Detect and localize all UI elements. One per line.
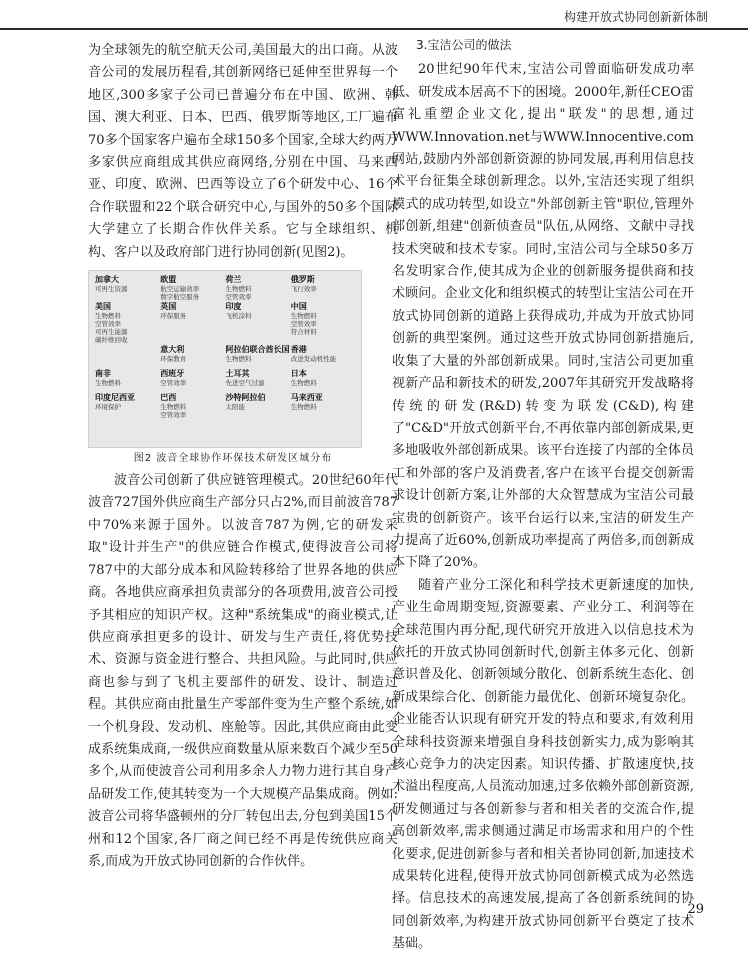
region-description: 空管效率 [95,320,121,329]
region-description: 空管效率 [160,411,187,420]
region-description: 生物燃料 [290,379,317,388]
region-description: 生物燃料 [95,379,121,388]
left-paragraph-2: 波音公司创新了供应链管理模式。20世纪60年代波音727国外供应商生产部分只占2%,而目前波音787中70%来源于国外。以波音787为例,它的研发采取"设计并生产"的供应链合作模式,使得波音公司将787中的大部分成本和风险转移给了世界各地的供应商。各地供应商承担负责部分的各项费用,波音公司授予其相应的知识产权。这种"系统集成"的商业模式,让供应商承担更多的设计、研发与生产责任,将优势技术、资源与资金进行整合、共担风险。与此同时,供应商也参与到了飞机主要部件的研发、设计、制造过程。其供应商由批量生产零部件变为生产整个系统,如一个机身段、发动机、座舱等。因此,其供应商由此变成系统集成商,一级供应商数量从原来数百个减少至50多个,从而使波音公司利用多余人力物力进行其自身产品研发工作,使其转变为一个大规模产品集成商。例如:波音公司将华盛顿州的分厂转包出去,分包到美国15个州和12个国家,各厂商之间已经不再是传统供应商关系,而成为开放式协同创新的合作伙伴。 [88,473,398,869]
region-description: 生物燃料 [95,312,121,321]
region-description: 先进空气过滤 [225,379,265,388]
region-name: 荷兰 [225,275,242,285]
running-header [0,0,748,30]
region-name: 日本 [290,369,307,379]
region-name: 加拿大 [95,275,119,285]
region-description: 改进发动机性能 [290,355,337,364]
right-paragraph-1: 20世纪90年代末,宝洁公司曾面临研发成功率低、研发成本居高不下的困境。2000年,新任CEO雷富礼重塑企业文化,提出"联发"的思想,通过WWW.Innovation.net与WWW.Innocentive.com网站,鼓励内外部创新资源的协同发展,再利用信息技术平台征集全球创新理念。以外,宝洁还实现了组织模式的成功转型,如设立"外部创新主管"职位,管理外部创新,组建"创新侦查员"队伍,从网络、文献中寻找技术突破和技术专家。同时,宝洁公司与全球50多万名发明家合作,使其成为企业的创新服务提供商和技术顾问。企业文化和组织模式的转型让宝洁公司在开放式协同创新的道路上获得成功,并成为开放式协同创新的典型案例。通过这些开放式协同创新措施后,收集了大量的外部创新成果。同时,宝洁公司更加重视新产品和新技术的研发,2007年其研究开发战略将传统的研发(R&D)转变为联发(C&D),构建了"C&D"开放式创新平台,不再依靠内部创新成果,更多地吸收外部创新成果。该平台连接了内部的全体员工和外部的客户及消费者,客户在该平台提交创新需求设计创新方案,让外部的大众智慧成为宝洁公司最宝贵的创新资产。该平台运行以来,宝洁的研发生产力提高了近60%,创新成功率提高了两倍多,而创新成本下降了20%。 [392,62,694,571]
map-region-label [160,393,224,419]
figure-caption: 图2 波音全球协作环保技术研发区域分布 [133,453,333,465]
region-name: 英国 [160,302,177,312]
region-name: 南非 [95,369,111,379]
map-region-label [291,275,355,301]
map-region-label [291,393,355,419]
map-region-label [226,393,290,419]
region-description: 飞机涂料 [225,312,252,321]
map-region-label [291,345,355,368]
region-name: 阿拉伯联合酋长国 [225,345,290,355]
region-description: 空管效率 [160,379,187,388]
region-name: 印度尼西亚 [95,393,135,403]
map-region-label [160,302,224,344]
region-name: 土耳其 [225,369,250,379]
region-description: 可再生能源 [95,328,128,337]
region-description: 生物燃料 [290,403,317,412]
map-region-label [95,275,159,301]
region-description: 航空运输效率 [160,285,200,294]
figure-2 [88,270,362,466]
map-region-label [95,369,159,392]
region-name: 俄罗斯 [290,275,315,285]
left-paragraph-1: 为全球领先的航空航天公司,美国最大的出口商。从波音公司的发展历程看,其创新网络已延伸至世界每一个地区,300多家子公司已普遍分布在中国、欧洲、韩国、澳大利亚、日本、巴西、俄罗斯等地区,工厂遍布70多个国家客户遍布全球150多个国家,全球大约两万多家供应商组成其供应商网络,分别在中国、马来西亚、印度、欧洲、巴西等设立了6个研发中心、16个合作联盟和22个联合研究中心,与国外的50多个国际大学建立了长期合作伙伴关系。它与全球组织、机构、客户以及政府部门进行协同创新(见图2)。 [88,43,398,260]
region-name: 欧盟 [160,275,177,285]
region-name: 西班牙 [160,369,185,379]
right-column [392,34,694,956]
region-description: 生物燃料 [160,403,187,412]
region-description: 可再生资源 [95,285,128,294]
header-rule [0,28,748,30]
region-name: 沙特阿拉伯 [225,393,266,403]
region-name: 意大利 [160,345,185,355]
section-heading: 3.宝洁公司的做法 [416,38,512,52]
running-header-title: 构建开放式协同创新新体制 [563,10,708,24]
region-name: 印度 [225,302,242,312]
region-description: 生物燃料 [225,285,252,294]
region-name: 香港 [290,345,307,355]
world-map-figure [88,270,362,448]
region-description: 空管效率 [225,293,252,302]
map-region-label [226,275,290,301]
region-description: 空管效率 [290,320,317,329]
region-name: 马来西亚 [290,393,323,403]
map-region-label [291,369,355,392]
region-description: 碳纤维回收 [95,336,128,345]
region-description: 环保服务 [160,312,187,321]
region-description: 飞行效率 [290,285,317,294]
map-region-label [291,302,355,344]
region-name: 巴西 [160,393,177,403]
region-description: 数字航空服务 [160,293,200,302]
map-region-label [226,369,290,392]
right-paragraph-2: 随着产业分工深化和科学技术更新速度的加快,产业生命周期变短,资源要素、产业分工、利润等在全球范围内再分配,现代研究开放进入以信息技术为依托的开放式协同创新时代,创新主体多元化、创新意识普及化、创新领域分散化、创新系统生态化、创新成果综合化、创新能力最优化、创新环境复杂化。企业能否认识现有研究开发的特点和要求,有效利用全球科技资源来增强自身科技创新实力,成为影响其核心竞争力的决定因素。知识传播、扩散速度快,技术溢出程度高,人员流动加速,过多依赖外部创新资源,研发侧通过与各创新参与者和相关者的交流合作,提高创新效率,需求侧通过满足市场需求和用户的个性化要求,促进创新参与者和相关者协同创新,加速技术成果转化进程,使得开放式协同创新模式成为必然选择。信息技术的高速发展,提高了各创新系统间的协同创新效率,为构建开放式协同创新平台奠定了技术基础。 [392,577,694,952]
region-description: 生物燃料 [290,312,317,321]
region-name: 中国 [290,302,307,312]
map-region-label [226,345,290,368]
region-description: 太阳能 [225,403,245,412]
region-description: 环保教育 [160,355,187,364]
map-region-label [95,345,159,368]
region-description: 生物燃料 [225,355,252,364]
left-column [88,40,398,873]
map-region-label [160,345,224,368]
map-region-label [95,302,159,344]
page-number: 29 [687,902,704,917]
region-description: 环境保护 [95,403,121,412]
region-name: 美国 [95,302,111,312]
map-region-label [160,369,224,392]
map-region-label [95,393,159,419]
map-region-label [226,302,290,344]
region-description: 符合材料 [290,328,317,337]
map-region-label [160,275,224,301]
